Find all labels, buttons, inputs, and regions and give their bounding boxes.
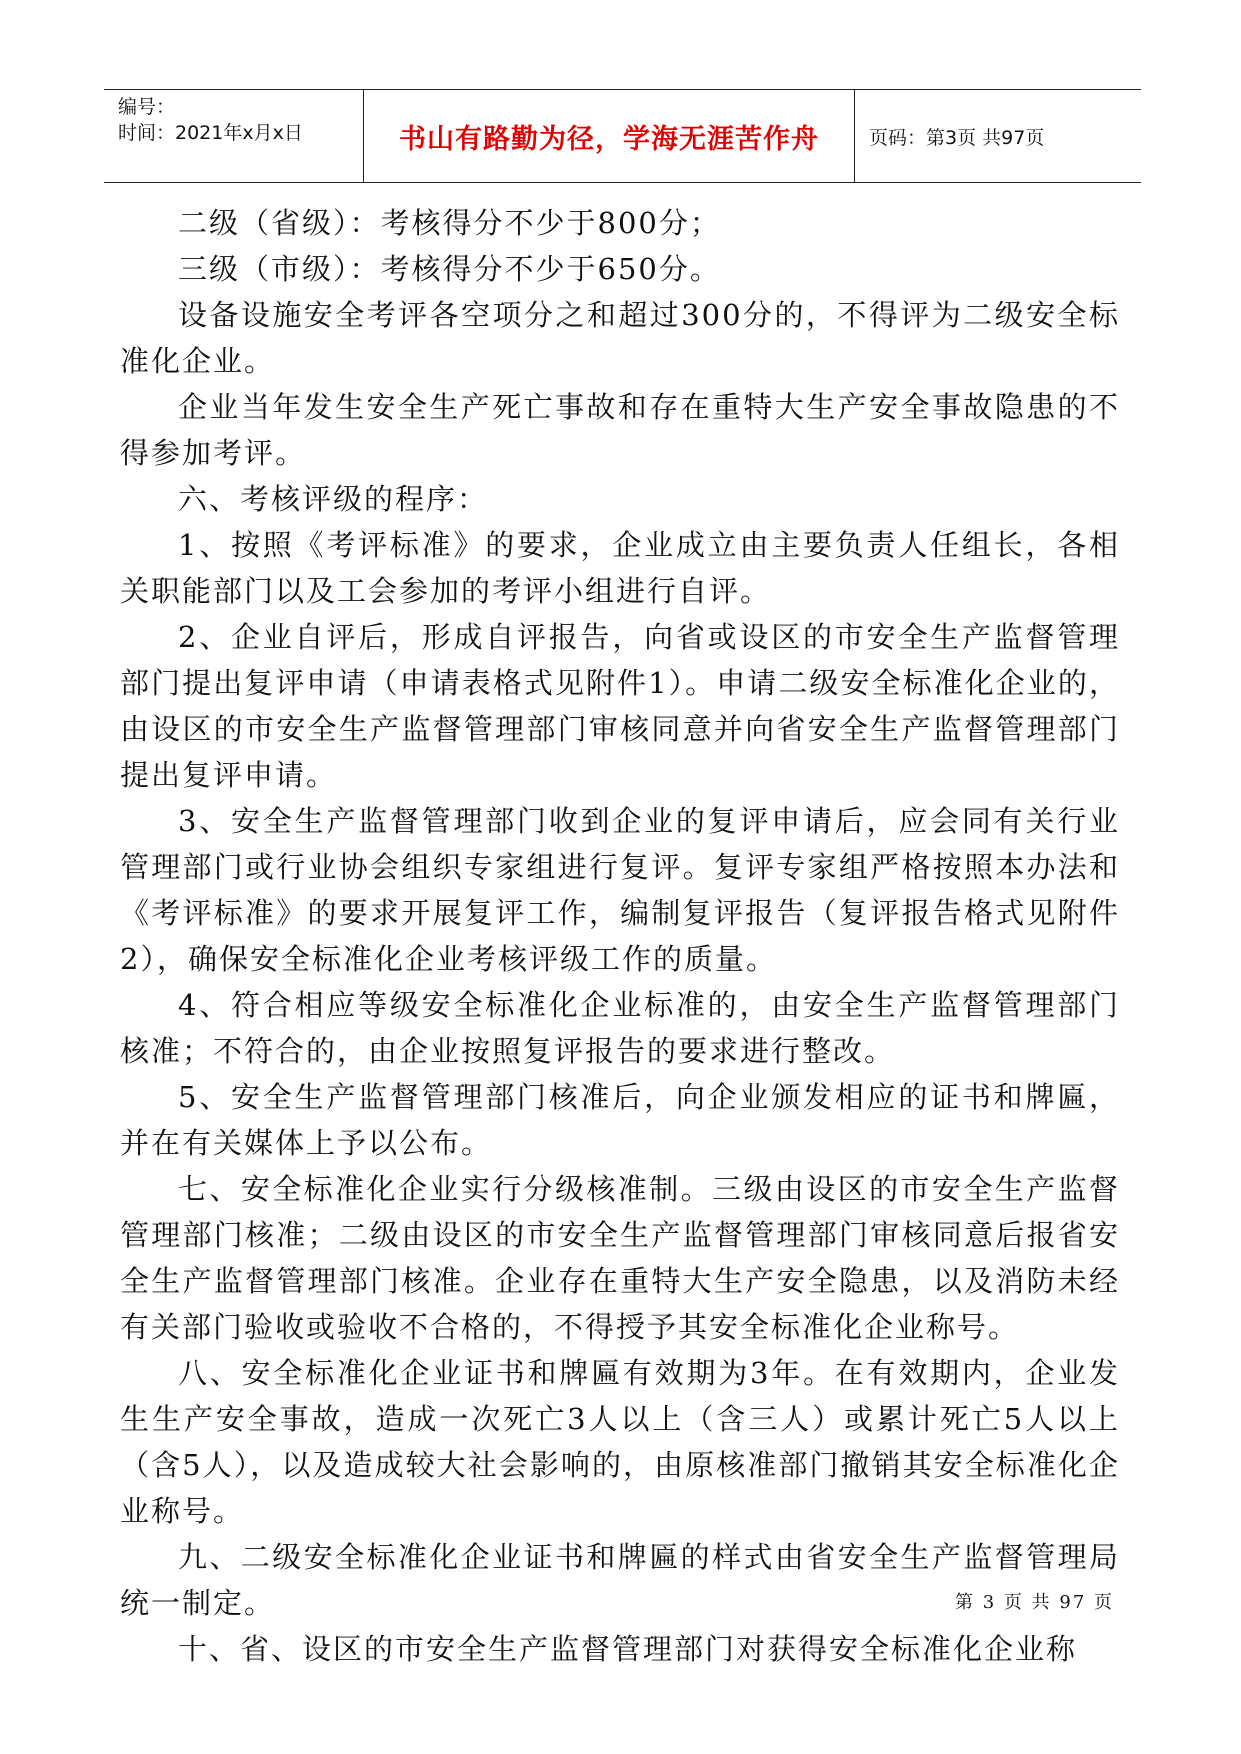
paragraph: 5、安全生产监督管理部门核准后，向企业颁发相应的证书和牌匾，并在有关媒体上予以公布。 [120,1080,1120,1160]
paragraph: 十、省、设区的市安全生产监督管理部门对获得安全标准化企业称 [178,1632,1078,1666]
paragraph: 企业当年发生安全生产死亡事故和存在重特大生产安全事故隐患的不得参加考评。 [120,390,1120,470]
header-meta [104,90,364,182]
header-page-info: 页码：第3页 共97页 [869,126,1045,149]
page-footer: 第 3 页 共 97 页 [955,1592,1114,1613]
page-header [104,89,1141,183]
paragraph: 3、安全生产监督管理部门收到企业的复评申请后，应会同有关行业管理部门或行业协会组织专家组进行复评。复评专家组严格按照本办法和《考评标准》的要求开展复评工作，编制复评报告（复评报告格式见附件2），确保安全标准化企业考核评级工作的质量。 [120,804,1120,976]
paragraph: 1、按照《考评标准》的要求，企业成立由主要负责人任组长，各相关职能部门以及工会参加的考评小组进行自评。 [120,528,1120,608]
paragraph: 二级（省级）：考核得分不少于800分； [178,206,721,240]
header-motto: 书山有路勤为径，学海无涯苦作舟 [364,90,855,182]
document-body [120,200,1120,1672]
paragraph: 设备设施安全考评各空项分之和超过300分的，不得评为二级安全标准化企业。 [120,298,1120,378]
paragraph: 九、二级安全标准化企业证书和牌匾的样式由省安全生产监督管理局统一制定。 [120,1540,1120,1620]
paragraph: 七、安全标准化企业实行分级核准制。三级由设区的市安全生产监督管理部门核准；二级由设区的市安全生产监督管理部门审核同意后报省安全生产监督管理部门核准。企业存在重特大生产安全隐患，以及消防未经有关部门验收或验收不合格的，不得授予其安全标准化企业称号。 [120,1172,1120,1344]
paragraph: 三级（市级）：考核得分不少于650分。 [178,252,721,286]
paragraph: 八、安全标准化企业证书和牌匾有效期为3年。在有效期内，企业发生生产安全事故，造成一次死亡3人以上（含三人）或累计死亡5人以上（含5人），以及造成较大社会影响的，由原核准部门撤销其安全标准化企业称号。 [120,1356,1120,1528]
document-number-label: 编号： [118,96,176,118]
paragraph: 2、企业自评后，形成自评报告，向省或设区的市安全生产监督管理部门提出复评申请（申请表格式见附件1）。申请二级安全标准化企业的，由设区的市安全生产监督管理部门审核同意并向省安全生产监督管理部门提出复评申请。 [120,620,1120,792]
paragraph: 4、符合相应等级安全标准化企业标准的，由安全生产监督管理部门核准；不符合的，由企业按照复评报告的要求进行整改。 [120,988,1120,1068]
section-heading: 六、考核评级的程序： [178,482,489,516]
document-time: 时间：2021年x月x日 [118,122,303,144]
